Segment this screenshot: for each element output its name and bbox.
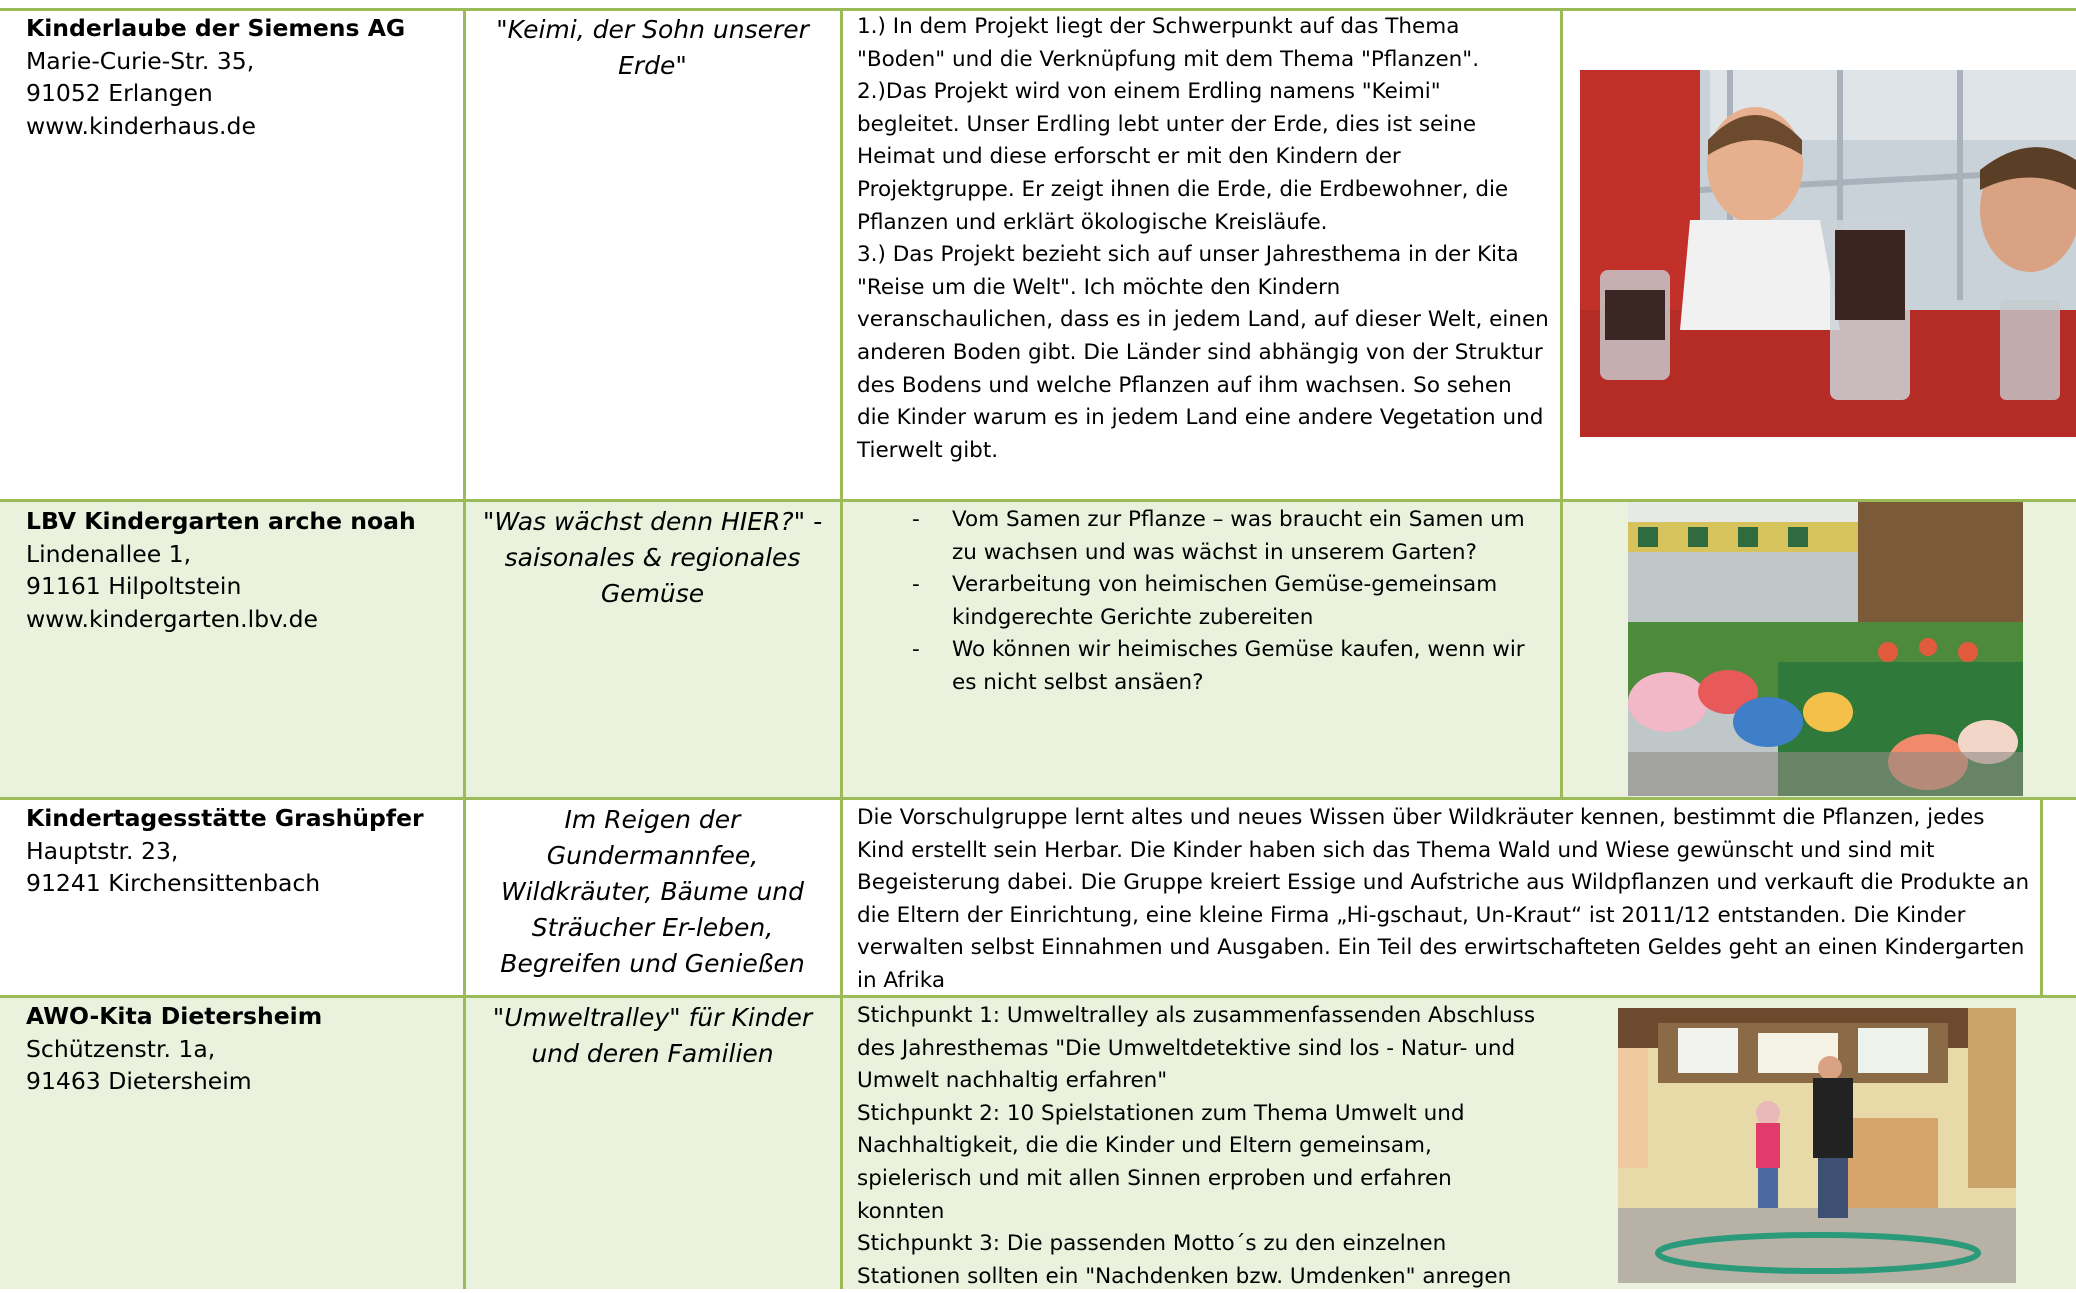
description-line: Heimat und diese erforscht er mit den Kindern der bbox=[857, 144, 1401, 170]
bullet-line: zu wachsen und was wächst in unserem Garten? bbox=[952, 539, 1477, 565]
description-line: "Boden" und die Verknüpfung mit dem Thema "Pflanzen". bbox=[857, 46, 1480, 72]
description-line: 2.)Das Projekt wird von einem Erdling namens "Keimi" bbox=[857, 79, 1441, 105]
description-line: Pflanzen und erklärt ökologische Kreisläufe. bbox=[857, 209, 1328, 235]
website-text: www.kinderhaus.de bbox=[26, 111, 256, 140]
description-line: 1.) In dem Projekt liegt der Schwerpunkt auf das Thema bbox=[857, 14, 1460, 39]
table-border bbox=[840, 8, 843, 1289]
website-text: www.kindergarten.lbv.de bbox=[26, 604, 319, 633]
description-line: begleitet. Unser Erdling lebt unter der Erde, dies ist seine bbox=[857, 111, 1477, 137]
project-description bbox=[857, 802, 2037, 998]
institution-cell bbox=[26, 1000, 456, 1098]
children-ralley-station-photo bbox=[1618, 1008, 2016, 1283]
description-line: Stichpunkt 1: Umweltralley als zusammenfassenden Abschluss bbox=[857, 1003, 1536, 1028]
table-border bbox=[2040, 797, 2043, 997]
bullet-line: kindgerechte Gerichte zubereiten bbox=[952, 604, 1314, 630]
institution-name: AWO-Kita Dietersheim bbox=[26, 1002, 323, 1030]
description-line: Stichpunkt 2: 10 Spielstationen zum Thema Umwelt und bbox=[857, 1100, 1465, 1126]
children-soil-jars-photo bbox=[1580, 70, 2076, 437]
description-line: die Eltern der Einrichtung, eine kleine Firma „Hi-gschaut, Un-Kraut“ ist 2011/12 entstanden. Die Kinder bbox=[857, 902, 1966, 928]
project-title: "Keimi, der Sohn unserer Erde" bbox=[496, 15, 809, 80]
address-line: Marie-Curie-Str. 35, bbox=[26, 46, 255, 75]
address-line: 91241 Kirchensittenbach bbox=[26, 869, 321, 898]
description-line: spielerisch und mit allen Sinnen erproben und erfahren bbox=[857, 1165, 1452, 1191]
table-border bbox=[1560, 8, 1563, 798]
description-line: die Kinder warum es in jedem Land eine andere Vegetation und bbox=[857, 405, 1544, 431]
list-item bbox=[857, 504, 1557, 569]
description-line: Nachhaltigkeit, die die Kinder und Eltern gemeinsam, bbox=[857, 1133, 1432, 1159]
description-line: Die Vorschulgruppe lernt altes und neues Wissen über Wildkräuter kennen, bestimmt die Pflanzen, jedes bbox=[857, 805, 1985, 830]
project-description bbox=[857, 504, 1557, 700]
institution-name: Kindertagesstätte Grashüpfer bbox=[26, 804, 424, 832]
institution-name: LBV Kindergarten arche noah bbox=[26, 507, 416, 535]
description-line: des Bodens und welche Pflanzen auf ihm wachsen. So sehen bbox=[857, 372, 1512, 398]
bullet-line: es nicht selbst ansäen? bbox=[952, 669, 1204, 695]
children-vegetable-market-photo bbox=[1628, 502, 2023, 796]
address-line: Hauptstr. 23, bbox=[26, 836, 179, 865]
description-line: in Afrika bbox=[857, 967, 946, 993]
bullet-line: - Verarbeitung von heimischen Gemüse-gemeinsam bbox=[952, 572, 1498, 598]
bullet-line: - Wo können wir heimisches Gemüse kaufen, wenn wir bbox=[952, 637, 1525, 663]
institution-cell bbox=[26, 802, 456, 900]
description-line: Tierwelt gibt. bbox=[857, 437, 999, 463]
project-title: "Was wächst denn HIER?" - saisonales & regionales Gemüse bbox=[482, 507, 823, 608]
description-line: Kind erstellt sein Herbar. Die Kinder haben sich das Thema Wald und Wiese gewünscht und sind mit bbox=[857, 837, 1935, 863]
project-title: Im Reigen der Gundermannfee, Wildkräuter, Bäume und Sträucher Er-leben, Begreifen und Genießen bbox=[500, 805, 805, 978]
list-item bbox=[857, 569, 1557, 634]
institution-cell bbox=[26, 505, 456, 635]
bullet-line: - Vom Samen zur Pflanze – was braucht ein Samen um bbox=[952, 507, 1525, 532]
project-description bbox=[857, 11, 1557, 467]
address-line: 91463 Dietersheim bbox=[26, 1067, 252, 1096]
table-border bbox=[463, 8, 466, 1289]
description-line: veranschaulichen, dass es in jedem Land, auf dieser Welt, einen bbox=[857, 307, 1549, 333]
description-line: 3.) Das Projekt bezieht sich auf unser Jahresthema in der Kita bbox=[857, 242, 1519, 268]
description-line: des Jahresthemas "Die Umweltdetektive sind los - Natur- und bbox=[857, 1035, 1516, 1061]
description-line: verwalten selbst Einnahmen und Ausgaben. Ein Teil des erwirtschafteten Geldes geht an einen Kindergarten bbox=[857, 935, 2025, 961]
address-line: 91052 Erlangen bbox=[26, 79, 213, 108]
description-line: Stationen sollten ein "Nachdenken bzw. Umdenken" anregen bbox=[857, 1263, 1512, 1289]
description-line: konnten bbox=[857, 1198, 945, 1224]
description-line: anderen Boden gibt. Die Länder sind abhängig von der Struktur bbox=[857, 339, 1543, 365]
description-line: Umwelt nachhaltig erfahren" bbox=[857, 1068, 1168, 1094]
project-title: "Umweltralley" für Kinder und deren Familien bbox=[492, 1003, 813, 1068]
address-line: Schützenstr. 1a, bbox=[26, 1034, 216, 1063]
institution-cell bbox=[26, 12, 456, 142]
description-line: "Reise um die Welt". Ich möchte den Kindern bbox=[857, 274, 1341, 300]
table-border bbox=[0, 797, 2076, 800]
description-line: Stichpunkt 3: Die passenden Motto´s zu den einzelnen bbox=[857, 1231, 1447, 1257]
address-line: Lindenallee 1, bbox=[26, 539, 192, 568]
description-line: Projektgruppe. Er zeigt ihnen die Erde, die Erdbewohner, die bbox=[857, 176, 1509, 202]
project-description bbox=[857, 1000, 1557, 1293]
description-line: Begeisterung dabei. Die Gruppe kreiert Essige und Aufstriche aus Wildpflanzen und verkauft die Produkte an bbox=[857, 870, 2030, 896]
institution-name: Kinderlaube der Siemens AG bbox=[26, 14, 406, 42]
address-line: 91161 Hilpoltstein bbox=[26, 572, 242, 601]
bullet-list bbox=[857, 504, 1557, 700]
list-item bbox=[857, 634, 1557, 699]
